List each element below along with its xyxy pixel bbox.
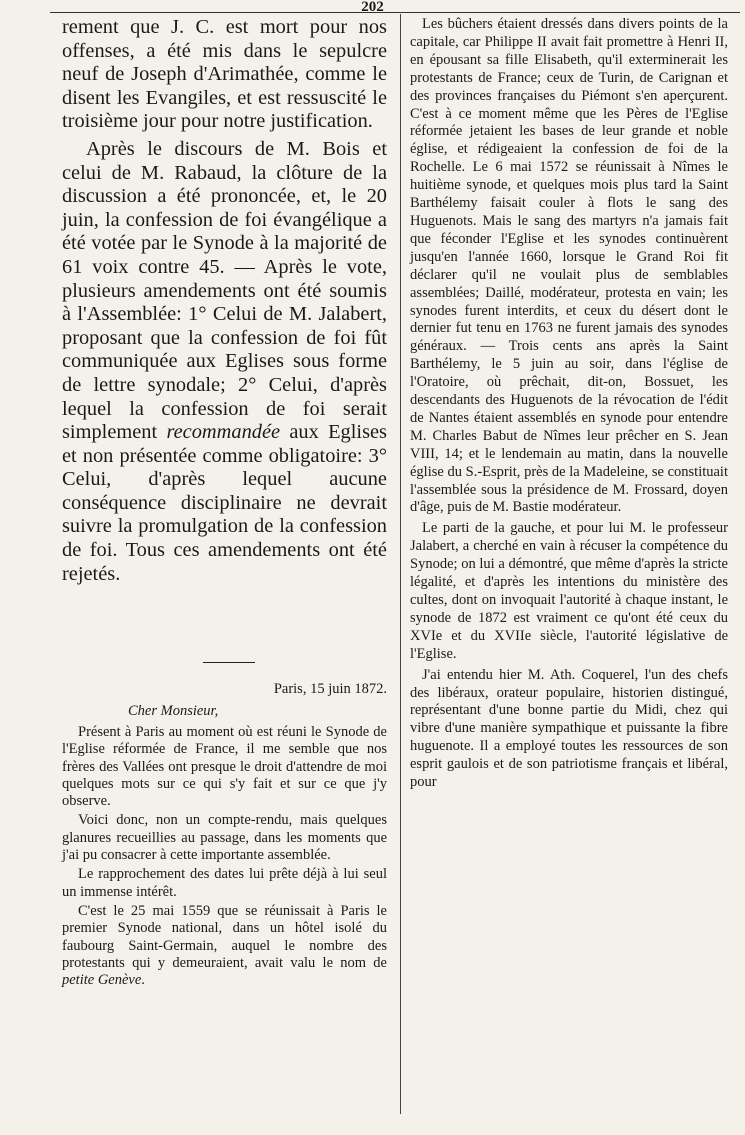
paragraph: rement que J. C. est mort pour nos offenses, a été mis dans le sepulcre neuf de Joseph d'Arimathée, comme le disent les Evangiles, et est ressuscité le troisième jour pour notre justification. xyxy=(62,16,387,133)
page-number: 202 xyxy=(361,0,384,15)
italic-term: recommandée xyxy=(166,421,281,444)
text-run: C'est le 25 mai 1559 que se réunissait à Paris le premier Synode national, dans un hôtel isolé du faubourg Saint-Germain, auquel le nombre des protestants qui y demeuraient, avait valu le nom de xyxy=(62,902,387,971)
paragraph: Le rapprochement des dates lui prête déjà à lui seul un immense intérêt. xyxy=(62,866,387,900)
section-separator xyxy=(203,662,255,663)
left-column-top xyxy=(62,16,387,586)
column-divider xyxy=(400,14,401,1114)
right-column xyxy=(410,16,728,795)
text-run: . xyxy=(141,972,145,989)
paragraph xyxy=(62,138,387,586)
text-run: aux Eglises et non présentée comme obligatoire: 3° Celui, d'après lequel aucune conséquence disciplinaire ne devrait suivre la promulgation de la confession de foi. Tous ces amendements ont été rejetés. xyxy=(62,421,387,585)
header-rule xyxy=(50,12,740,13)
paragraph: Le parti de la gauche, et pour lui M. le professeur Jalabert, a cherché en vain à récuser la compétence du Synode; on lui a démontré, que même d'après la stricte légalité, et d'après les intentions du ministère des cultes, dont on invoquait l'autorité à chaque instant, le synode de 1872 est vraiment ce qu'ont été ceux du XVIe et du XVIIe siècle, l'autorité législative de l'Eglise. xyxy=(410,520,728,662)
paragraph: Présent à Paris au moment où est réuni le Synode de l'Eglise réformée de France, il me semble que nos frères des Vallées ont presque le droit d'attendre de moi quelques mots sur ce qui s'y fait et sur ce que j'y observe. xyxy=(62,724,387,810)
paragraph xyxy=(62,903,387,989)
italic-term: petite Genève xyxy=(62,972,142,989)
letter-dateline: Paris, 15 juin 1872. xyxy=(273,681,387,697)
paragraph: J'ai entendu hier M. Ath. Coquerel, l'un des chefs des libéraux, orateur populaire, historien distingué, représentant d'une bonne partie du Midi, chez qui vibre d'une manière sympathique et puissante la fibre huguenote. Il a employé toutes les ressources de son esprit gaulois et de son patriotisme français et libéral, pour xyxy=(410,666,728,791)
text-run: Après le discours de M. Bois et celui de M. Rabaud, la clôture de la discussion a été prononcée, et, le 20 juin, la confession de foi évangélique a été votée par le Synode à la majorité de 61 voix contre 45. — Après le vote, plusieurs amendements ont été soumis à l'Assemblée: 1° Celui de M. Jalabert, proposant que la confession de foi fût communiquée aux Eglises sous forme de lettre synodale; 2° Celui, d'après lequel la confession de foi serait simplement xyxy=(62,137,387,444)
paragraph: Voici donc, non un compte-rendu, mais quelques glanures recueillies au passage, dans les moments que j'ai pu consacrer à cette importante assemblée. xyxy=(62,812,387,864)
left-column-letter xyxy=(62,724,387,991)
letter-salutation: Cher Monsieur, xyxy=(128,703,219,719)
paragraph: Les bûchers étaient dressés dans divers points de la capitale, car Philippe II avait fait promettre à Henri II, en épousant sa fille Elisabeth, qu'il exterminerait les protestants de France; ceux de Turin, de Carignan et des provinces françaises du Piémont s'en aperçurent. C'est à ce moment même que les Pères de l'Eglise réformée jetaient les bases de leur grande et noble église, et rédigeaient la confession de foi de la Rochelle. Le 6 mai 1572 se réunissait à Nîmes le huitième synode, et quelques mois plus tard la Saint Barthélemy faisait couler à flots le sang des Huguenots. Mais le sang des martyrs n'a jamais fait que féconder l'Eglise et les synodes continuèrent jusqu'en l'année 1660, lorsque le Grand Roi fit déclarer qu'il ne voulait plus de semblables assemblées; Daillé, modérateur, protesta en vain; les synodes furent interdits, et ceux du désert dont le dernier fut tenu en 1763 ne furent jamais des synodes généraux. — Trois cents ans après la Saint Barthélemy, le 5 juin au soir, dans l'église de l'Oratoire, où prêchait, dit-on, Bossuet, les descendants des Huguenots de la révocation de l'édit de Nantes étaient assemblés en synode pour entendre M. Charles Babut de Nîmes leur prêcher en S. Jean VIII, 14; et le lendemain au matin, dans la nouvelle église du S.-Esprit, près de la Madeleine, se constituait l'assemblée sous la présidence de M. Frossard, doyen d'âge, puis de M. Bastie modérateur. xyxy=(410,16,728,516)
